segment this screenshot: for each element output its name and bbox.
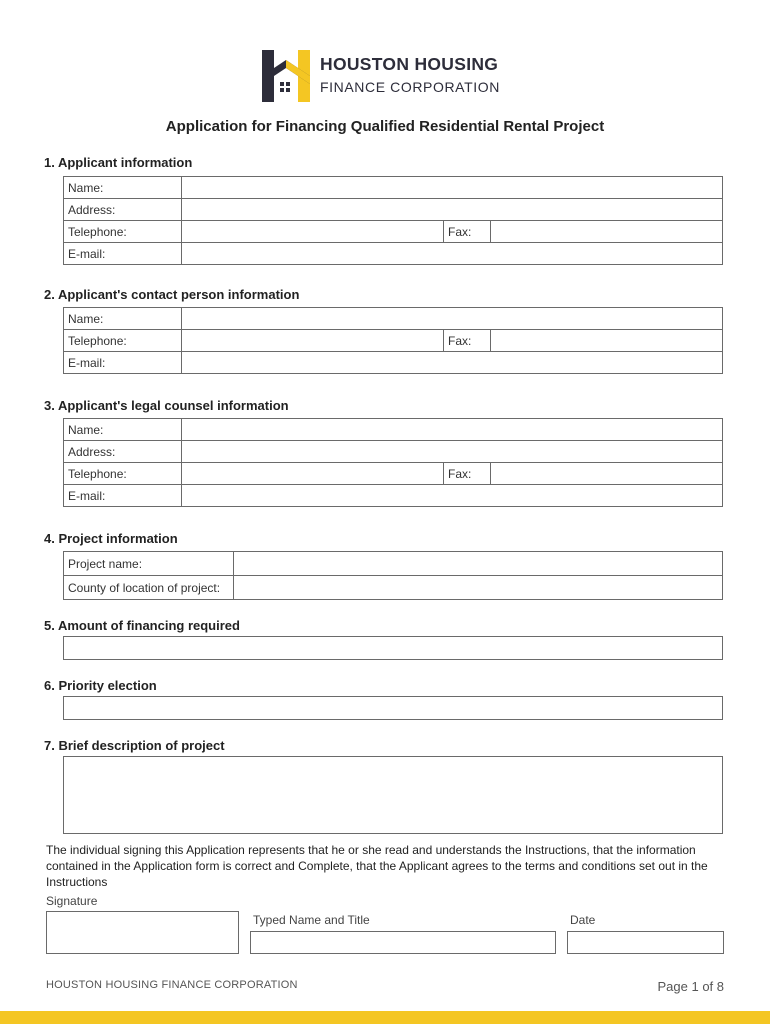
applicant-address-field[interactable] — [182, 199, 723, 221]
project-info-table — [63, 551, 723, 600]
footer-accent-bar — [0, 1011, 770, 1024]
certification-statement: The individual signing this Application represents that he or she read and understands the Instructions, that the information contained in the Application form is correct and Complete, that the Applicant agrees to the terms and conditions set out in the Instructions — [46, 843, 708, 889]
section-3-title: 3. Applicant's legal counsel information — [44, 398, 289, 413]
fax-label: Fax: — [444, 463, 491, 485]
counsel-address-field[interactable] — [182, 441, 723, 463]
logo-line2: FINANCE CORPORATION — [320, 79, 500, 95]
section-6-title: 6. Priority election — [44, 678, 157, 693]
section-2-title: 2. Applicant's contact person information — [44, 287, 300, 302]
telephone-label: Telephone: — [64, 221, 182, 243]
address-label: Address: — [64, 199, 182, 221]
county-field[interactable] — [234, 576, 723, 600]
applicant-info-table — [63, 176, 723, 265]
counsel-fax-field[interactable] — [491, 463, 723, 485]
logo-line1: HOUSTON HOUSING — [320, 54, 499, 74]
hhfc-logo — [258, 48, 518, 104]
applicant-email-field[interactable] — [182, 243, 723, 265]
counsel-telephone-field[interactable] — [182, 463, 444, 485]
name-label: Name: — [64, 177, 182, 199]
counsel-email-field[interactable] — [182, 485, 723, 507]
section-5-title: 5. Amount of financing required — [44, 618, 240, 633]
telephone-label: Telephone: — [64, 330, 182, 352]
house-h-logo-icon — [258, 48, 314, 104]
contact-fax-field[interactable] — [491, 330, 723, 352]
counsel-name-field[interactable] — [182, 419, 723, 441]
date-field[interactable] — [567, 931, 724, 954]
address-label: Address: — [64, 441, 182, 463]
section-7-title: 7. Brief description of project — [44, 738, 225, 753]
priority-election-field[interactable] — [63, 696, 723, 720]
county-label: County of location of project: — [64, 576, 234, 600]
contact-name-field[interactable] — [182, 308, 723, 330]
telephone-label: Telephone: — [64, 463, 182, 485]
page-number: Page 1 of 8 — [657, 979, 724, 994]
legal-counsel-table — [63, 418, 723, 507]
footer-organization: HOUSTON HOUSING FINANCE CORPORATION — [46, 979, 298, 991]
typed-name-field[interactable] — [250, 931, 556, 954]
email-label: E-mail: — [64, 243, 182, 265]
fax-label: Fax: — [444, 330, 491, 352]
document-title: Application for Financing Qualified Residential Rental Project — [165, 118, 605, 135]
name-label: Name: — [64, 308, 182, 330]
applicant-name-field[interactable] — [182, 177, 723, 199]
typed-name-label: Typed Name and Title — [253, 913, 370, 927]
date-label: Date — [570, 913, 596, 927]
email-label: E-mail: — [64, 352, 182, 374]
section-4-title: 4. Project information — [44, 531, 178, 546]
project-name-field[interactable] — [234, 552, 723, 576]
signature-field[interactable] — [46, 911, 239, 954]
fax-label: Fax: — [444, 221, 491, 243]
financing-amount-field[interactable] — [63, 636, 723, 660]
email-label: E-mail: — [64, 485, 182, 507]
signature-label: Signature — [46, 894, 98, 908]
project-name-label: Project name: — [64, 552, 234, 576]
section-1-title: 1. Applicant information — [44, 155, 193, 170]
project-description-field[interactable] — [63, 756, 723, 834]
applicant-telephone-field[interactable] — [182, 221, 444, 243]
contact-person-table — [63, 307, 723, 374]
contact-telephone-field[interactable] — [182, 330, 444, 352]
contact-email-field[interactable] — [182, 352, 723, 374]
name-label: Name: — [64, 419, 182, 441]
applicant-fax-field[interactable] — [491, 221, 723, 243]
